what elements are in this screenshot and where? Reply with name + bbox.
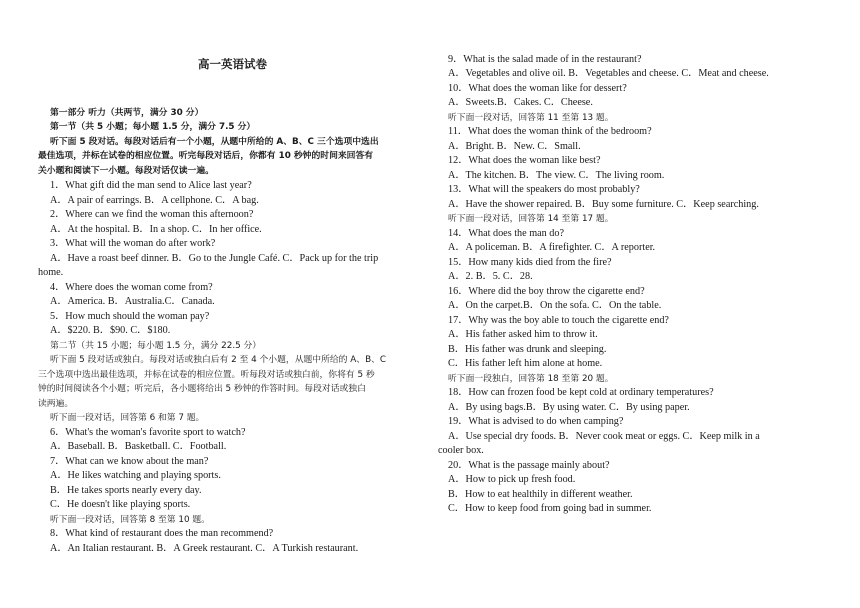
listening-note: 听下面一段对话，回答第 11 至第 13 题。 (448, 113, 614, 123)
question-14-options: A．A policeman. B．A firefighter. C．A reporter. (448, 242, 656, 253)
question-11-options: A．Bright. B．New. C．Small. (448, 141, 581, 152)
question-7: 7．What can we know about the man? (50, 456, 209, 467)
question-20-option-c: C．How to keep food from going bad in summer. (448, 503, 652, 514)
question-3: 3．What will the woman do after work? (50, 238, 216, 249)
listening-note: 听下面一段对话，回答第 14 至第 17 题。 (448, 214, 614, 224)
question-1: 1．What gift did the man send to Alice last year? (50, 180, 252, 191)
listening-note: 听下面一段对话，回答第 8 至第 10 题。 (50, 515, 210, 525)
question-6-options: A．Baseball. B．Basketball. C．Football. (50, 441, 227, 452)
question-3-options: home. (38, 267, 64, 278)
question-12: 12．What does the woman like best? (448, 155, 601, 166)
question-2: 2．Where can we find the woman this afternoon? (50, 209, 254, 220)
section2-heading: 第二节（共 15 小题；每小题 1.5 分，满分 22.5 分） (50, 341, 262, 351)
section1-instructions: 最佳选项，并标在试卷的相应位置。听完每段对话后，你都有 10 秒钟的时间来回答有 (38, 151, 374, 161)
question-20-option-a: A．How to pick up fresh food. (448, 474, 576, 485)
page-title: 高一英语试卷 (198, 57, 267, 71)
listening-note: 听下面一段独白，回答第 18 至第 20 题。 (448, 374, 614, 384)
question-5: 5．How much should the woman pay? (50, 311, 210, 322)
part1-heading: 第一部分 听力（共两节，满分 30 分） (50, 108, 204, 118)
question-16-options: A．On the carpet.B．On the sofa. C．On the table. (448, 300, 662, 311)
question-16: 16．Where did the boy throw the cigarette end? (448, 286, 645, 297)
question-3-options: A．Have a roast beef dinner. B．Go to the Jungle Café. C．Pack up for the trip (50, 253, 379, 264)
question-17-option-c: C．His father left him alone at home. (448, 358, 603, 369)
question-15-options: A．2. B．5. C．28. (448, 271, 533, 282)
question-7-option-a: A．He likes watching and playing sports. (50, 470, 221, 481)
question-1-options: A．A pair of earrings. B．A cellphone. C．A bag. (50, 195, 259, 206)
question-4-options: A．America. B．Australia.C．Canada. (50, 296, 215, 307)
section1-instructions: 关小题和阅读下一小题。每段对话仅读一遍。 (38, 166, 214, 176)
section1-heading: 第一节（共 5 小题；每小题 1.5 分，满分 7.5 分） (50, 122, 256, 132)
question-19-options: A．Use special dry foods. B．Never cook meat or eggs. C．Keep milk in a (448, 431, 760, 442)
section2-instructions: 读两遍。 (38, 399, 74, 409)
section2-instructions: 三个选项中选出最佳选项，并标在试卷的相应位置。听每段对话或独白前，你将有 5 秒 (38, 370, 375, 380)
question-18: 18．How can frozen food be kept cold at ordinary temperatures? (448, 387, 714, 398)
question-19-options: cooler box. (438, 445, 484, 456)
section1-instructions: 听下面 5 段对话。每段对话后有一个小题，从题中所给的 A、B、C 三个选项中选出 (50, 137, 379, 147)
question-5-options: A．$220. B．$90. C．$180. (50, 325, 171, 336)
question-7-option-c: C．He doesn't like playing sports. (50, 499, 191, 510)
question-20-option-b: B．How to eat healthily in different weather. (448, 489, 633, 500)
question-10-options: A．Sweets.B．Cakes. C．Cheese. (448, 97, 593, 108)
question-19: 19．What is advised to do when camping? (448, 416, 624, 427)
question-6: 6．What's the woman's favorite sport to watch? (50, 427, 246, 438)
question-17-option-b: B．His father was drunk and sleeping. (448, 344, 607, 355)
question-9: 9．What is the salad made of in the restaurant? (448, 54, 642, 65)
question-18-options: A．By using bags.B．By using water. C．By using paper. (448, 402, 690, 413)
question-20: 20．What is the passage mainly about? (448, 460, 610, 471)
question-11: 11．What does the woman think of the bedroom? (448, 126, 652, 137)
question-14: 14．What does the man do? (448, 228, 564, 239)
question-12-options: A．The kitchen. B．The view. C．The living room. (448, 170, 665, 181)
question-17: 17．Why was the boy able to touch the cigarette end? (448, 315, 669, 326)
listening-note: 听下面一段对话，回答第 6 和第 7 题。 (50, 413, 205, 423)
question-8: 8．What kind of restaurant does the man recommend? (50, 528, 274, 539)
question-8-options: A．An Italian restaurant. B．A Greek restaurant. C．A Turkish restaurant. (50, 543, 359, 554)
question-15: 15．How many kids died from the fire? (448, 257, 612, 268)
section2-instructions: 钟的时间阅读各个小题；听完后，各小题将给出 5 秒钟的作答时间。每段对话或独白 (38, 384, 366, 394)
question-17-option-a: A．His father asked him to throw it. (448, 329, 598, 340)
question-13-options: A．Have the shower repaired. B．Buy some furniture. C．Keep searching. (448, 199, 759, 210)
question-10: 10．What does the woman like for dessert? (448, 83, 627, 94)
question-4: 4．Where does the woman come from? (50, 282, 213, 293)
question-7-option-b: B．He takes sports nearly every day. (50, 485, 202, 496)
question-2-options: A．At the hospital. B．In a shop. C．In her office. (50, 224, 262, 235)
question-9-options: A．Vegetables and olive oil. B．Vegetables and cheese. C．Meat and cheese. (448, 68, 769, 79)
section2-instructions: 听下面 5 段对话或独白。每段对话或独白后有 2 至 4 个小题，从题中所给的 A、B、C (50, 355, 387, 365)
question-13: 13．What will the speakers do most probably? (448, 184, 640, 195)
